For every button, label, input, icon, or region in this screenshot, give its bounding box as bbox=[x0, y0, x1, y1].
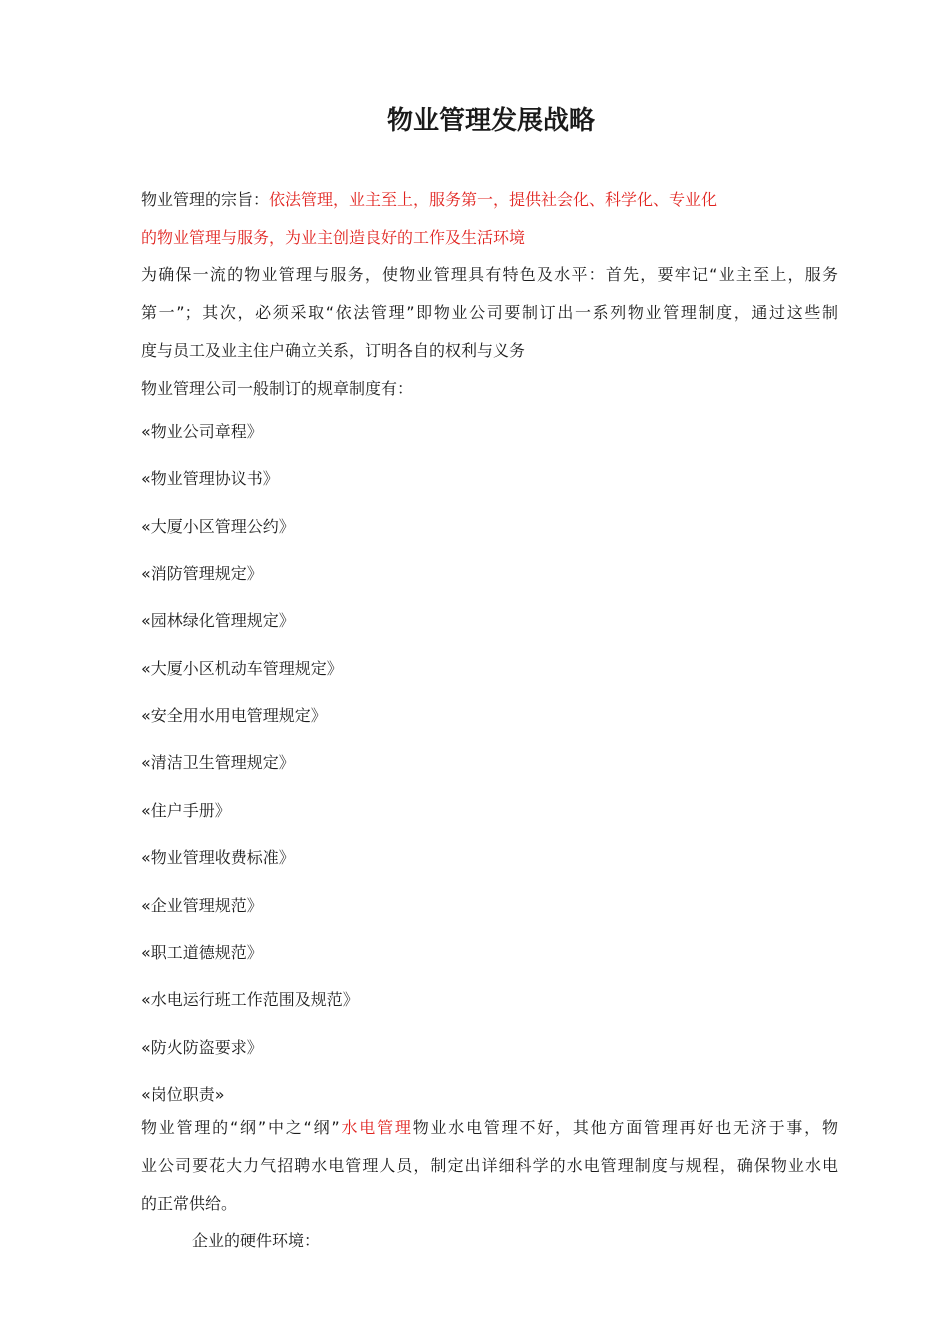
purpose-red-text-1: 依法管理，业主至上，服务第一，提供社会化、科学化、专业化 bbox=[269, 190, 718, 209]
rule-item: «物业管理收费标准》 bbox=[141, 848, 295, 867]
rule-item: «水电运行班工作范围及规范》 bbox=[141, 990, 359, 1009]
rule-item: «住户手册》 bbox=[141, 801, 231, 820]
intro-line-1: 为确保一流的物业管理与服务，使物业管理具有特色及水平：首先，要牢记“业主至上，服务 bbox=[141, 265, 838, 284]
water-power-prefix: 物业管理的“纲”中之“纲” bbox=[141, 1118, 340, 1137]
rule-item: «清洁卫生管理规定》 bbox=[141, 753, 295, 772]
rule-item: «园林绿化管理规定》 bbox=[141, 611, 295, 630]
rule-item: «物业管理协议书》 bbox=[141, 469, 279, 488]
intro-line-2: 第一”；其次，必须采取“依法管理”即物业公司要制订出一系列物业管理制度，通过这些制 bbox=[141, 303, 838, 322]
rule-item: «企业管理规范》 bbox=[141, 896, 263, 915]
intro-line-3: 度与员工及业主住户确立关系，订明各自的权利与义务 bbox=[141, 341, 526, 360]
rule-item: «安全用水用电管理规定》 bbox=[141, 706, 327, 725]
rule-item: «职工道德规范》 bbox=[141, 943, 263, 962]
rule-item: «消防管理规定》 bbox=[141, 564, 263, 583]
purpose-line-1 bbox=[141, 189, 717, 211]
rules-heading: 物业管理公司一般制订的规章制度有： bbox=[141, 379, 414, 398]
rule-item: «防火防盗要求》 bbox=[141, 1038, 263, 1057]
rule-item: «岗位职责» bbox=[141, 1085, 225, 1104]
hardware-heading: 企业的硬件环境： bbox=[192, 1231, 321, 1250]
water-power-line-2: 业公司要花大力气招聘水电管理人员，制定出详细科学的水电管理制度与规程，确保物业水电 bbox=[141, 1156, 838, 1175]
purpose-line-2: 的物业管理与服务，为业主创造良好的工作及生活环境 bbox=[141, 228, 526, 247]
water-power-line-1 bbox=[141, 1117, 838, 1139]
rule-item: «物业公司章程》 bbox=[141, 422, 263, 441]
water-power-suffix: 物业水电管理不好，其他方面管理再好也无济于事，物 bbox=[412, 1118, 838, 1137]
rule-item: «大厦小区管理公约》 bbox=[141, 517, 295, 536]
rule-item: «大厦小区机动车管理规定》 bbox=[141, 659, 343, 678]
water-power-line-3: 的正常供给。 bbox=[141, 1194, 238, 1213]
purpose-label: 物业管理的宗旨： bbox=[141, 190, 270, 209]
document-title: 物业管理发展战略 bbox=[386, 106, 595, 136]
water-power-highlight: 水电管理 bbox=[339, 1118, 413, 1137]
